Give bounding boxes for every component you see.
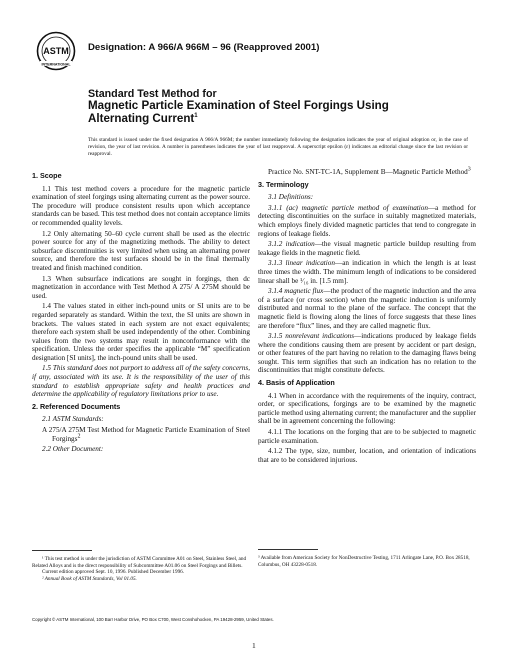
paragraph-4-1: 4.1 When in accordance with the requirements of the inquiry, contract, order, or specifications, forgings are to be examined by the magnetic particle method using alternating current; the manufacturer and the supplier shall be in agreement concerning the following: (258, 391, 476, 426)
footnote-divider-right (258, 549, 318, 550)
paragraph-1-3: 1.3 When subsurface indications are sought in forgings, then dc magnetization in accordance with Test Method A 275/ A 275M should be used. (32, 274, 250, 300)
logo-text: ASTM (43, 46, 69, 56)
paragraph-1-1: 1.1 This test method covers a procedure for the magnetic particle examination of steel forgings using alternating current as the power source. The procedure will produce consistent results upon which acceptance standards can be based. This test method does not contain acceptance limits or recommended quality levels. (32, 184, 250, 227)
paragraph-1-2: 1.2 Only alternating 50–60 cycle current shall be used as the electric power source for any of the magnetizing methods. The ability to detect subsurface discontinuities is very limited when using an alternating power source, and therefore the test surfaces should be in the final thermally treated and finish machined condition. (32, 229, 250, 272)
term-3-1-1: 3.1.1 (ac) magnetic particle method of examination (268, 203, 428, 212)
paragraph-4-1-2: 4.1.2 The type, size, number, location, and orientation of indications that are to be considered injurious. (258, 447, 476, 464)
definition-3-1-4 (258, 287, 476, 330)
title-line-2: Magnetic Particle Examination of Steel Forgings Using (88, 99, 389, 112)
definition-3-1-1-text: —a method for detecting discontinuities on the surface in suitably magnetized materials, which employs finely divided magnetic particles that tend to congregate in regions of leakage fields. (258, 203, 476, 238)
copyright-line: Copyright © ASTM International, 100 Barr Harbor Drive, PO Box C700, West Conshohocken, PA 19428-2959, United States. (32, 617, 274, 622)
footnote-mark-3: 3 (467, 166, 471, 173)
footnote-2: ² Annual Book of ASTM Standards, Vol 01.05. (42, 575, 137, 582)
term-3-1-3: 3.1.3 linear indication (268, 259, 335, 268)
paragraph-2-2: 2.2 Other Document: (42, 445, 104, 454)
left-column (32, 168, 250, 456)
footnote-1: ¹ This test method is under the jurisdiction of ASTM Committee A01 on Steel, Stainless Steel, and Related Alloys and is the direct responsibility of Subcommittee A01.06 on Steel Forgings and Billets. (32, 556, 247, 569)
astm-logo-icon (36, 31, 76, 71)
term-3-1-4: 3.1.4 magnetic flux (268, 287, 324, 296)
definition-3-1-3-text: —an indication in which the length is at least three times the width. The minimum length of indications to be considered linear shall be ¹⁄₁₆ in. [1.5 mm]. (258, 259, 476, 285)
reference-a275-text: A 275/A 275M Test Method for Magnetic Particle Examination of Steel Forgings (42, 426, 250, 443)
logo-subtext: INTERNATIONAL (41, 62, 71, 67)
section-heading-basis-of-application: 4. Basis of Application (258, 378, 335, 388)
title-line-3 (88, 113, 468, 126)
title-line-1: Standard Test Method for (88, 88, 217, 100)
definition-3-1-5 (258, 332, 476, 375)
paragraph-1-4: 1.4 The values stated in either inch-pound units or SI units are to be regarded separately as standard. Within the text, the SI units are shown in brackets. The values stated in each system are not exact equivalents; therefore each system shall be used independently of the other. Combining values from the two systems may result in nonconformance with the specification. Unless the order specifies the applicable “M” specification designation [SI units], the inch-pound units shall be used. (32, 302, 250, 362)
title-line-3-text: Alternating Current (88, 111, 195, 125)
definition-3-1-2 (258, 240, 476, 257)
paragraph-3-1: 3.1 Definitions: (268, 193, 314, 202)
reference-snt-text: Practice No. SNT-TC-1A, Supplement B—Magnetic Particle Method (268, 168, 468, 176)
definition-3-1-3 (258, 259, 476, 285)
section-heading-referenced-documents: 2. Referenced Documents (32, 401, 121, 411)
paragraph-2-1: 2.1 ASTM Standards: (42, 415, 104, 424)
title-footnote-mark: 1 (194, 112, 198, 119)
designation: Designation: A 966/A 966M – 96 (Reapproved 2001) (88, 42, 320, 53)
right-column (258, 168, 476, 466)
definition-3-1-5-text: —indications produced by leakage fields where the conditions causing them are present by accident or part design, or other features of the part having no relation to the damaging flaws being sought. This term signifies that such an indication has no relation to the discontinuities that might constitute defects. (258, 332, 476, 375)
document-title (88, 88, 468, 125)
paragraph-1-5: 1.5 This standard does not purport to address all of the safety concerns, if any, associated with its use. It is the responsibility of the user of this standard to establish appropriate safety and health practices and determine the applicability of regulatory limitations prior to use. (32, 364, 250, 399)
term-3-1-2: 3.1.2 indication (268, 240, 315, 249)
page-number: 1 (252, 641, 256, 650)
definition-3-1-4-text: —the product of the magnetic induction and the area of a surface (or cross section) when the magnetic induction is uniformly distributed and normal to the plane of the surface. The concept that the magnetic field is flowing along the lines of force suggests that these lines are therefore “flux” lines, and they are called magnetic flux. (258, 287, 477, 330)
footnote-1-edition: Current edition approved Sept. 10, 1996. Published December 1996. (42, 569, 185, 576)
issuance-note: This standard is issued under the fixed designation A 966/A 966M; the number immediately following the designation indicates the year of original adoption or, in the case of revision, the year of last revision. A number in parentheses indicates the year of last reapproval. A superscript epsilon (ε) indicates an editorial change since the last revision or reapproval. (88, 137, 468, 158)
section-heading-scope: 1. Scope (32, 171, 62, 180)
footnote-3: ³ Available from American Society for NonDestructive Testing, 1711 Arlingate Lane, P.O. Box 28518, Columbus, OH 43228-0518. (258, 555, 470, 568)
footnote-divider (32, 550, 92, 551)
definition-3-1-2-text: —the visual magnetic particle buildup resulting from leakage fields in the magnetic field. (258, 240, 476, 257)
section-heading-terminology: 3. Terminology (258, 179, 309, 189)
reference-a275 (42, 426, 250, 443)
definition-3-1-1 (258, 204, 476, 238)
footnotes-left (32, 556, 250, 582)
footnote-mark-2: 2 (77, 433, 81, 440)
reference-snt-tc-1a (268, 168, 476, 177)
term-3-1-5: 3.1.5 nonrelevant indications (268, 332, 355, 341)
paragraph-4-1-1: 4.1.1 The locations on the forging that are to be subjected to magnetic particle examination. (258, 428, 476, 445)
